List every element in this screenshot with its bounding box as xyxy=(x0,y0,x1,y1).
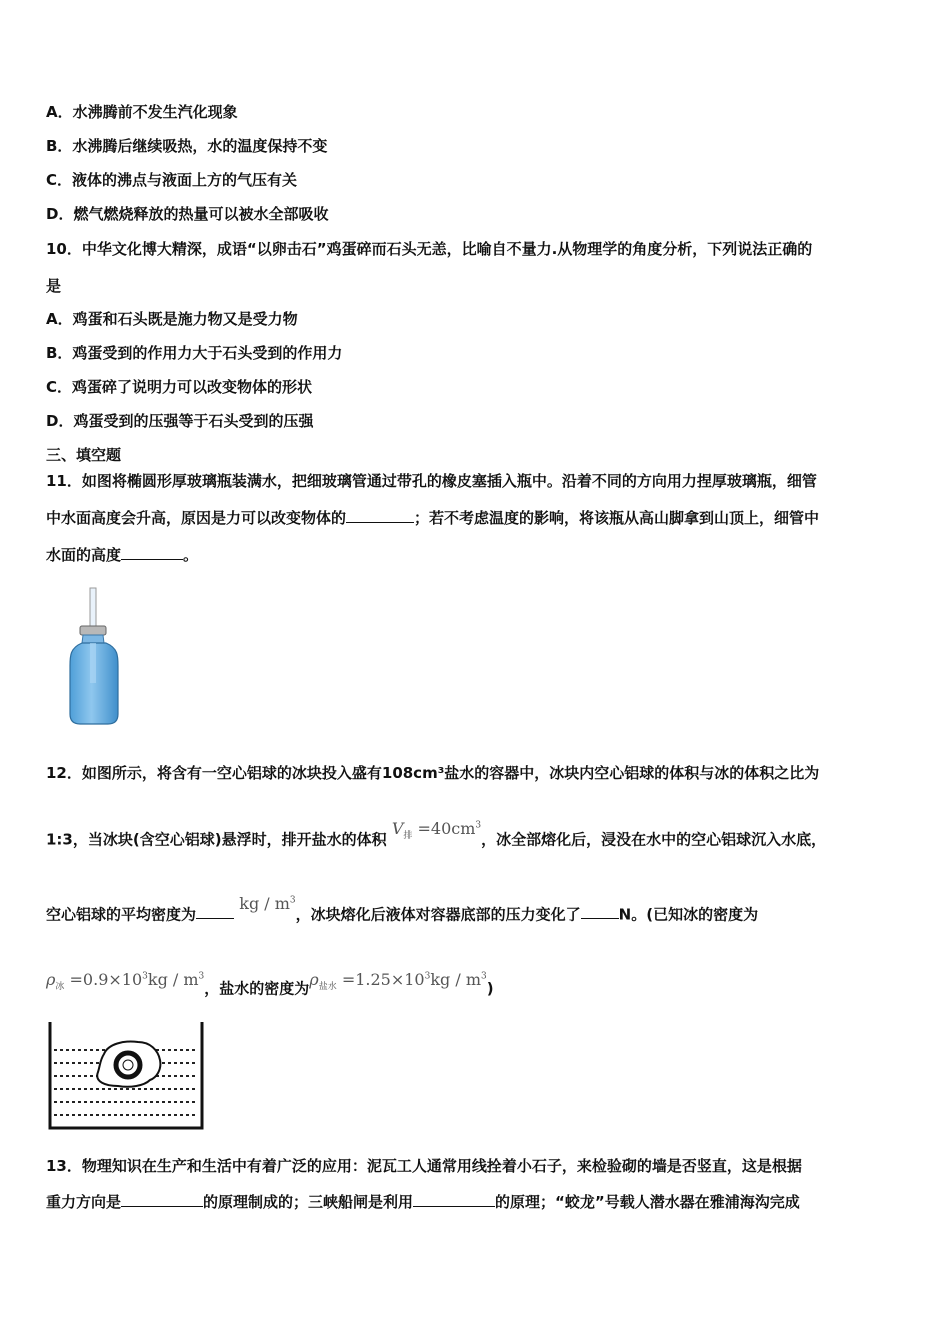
q12-line4 xyxy=(46,970,494,1006)
q13-blank-2[interactable] xyxy=(413,1192,495,1207)
q10-option-a: A．鸡蛋和石头既是施力物又是受力物 xyxy=(46,310,298,328)
q12-density-unit: kg / $m^3$ xyxy=(239,894,296,914)
q10-stem-line1: 10．中华文化博大精深，成语“以卵击石”鸡蛋碎而石头无恙，比喻自不量力.从物理学的角度分析，下列说法正确的 xyxy=(46,240,813,258)
q10-option-b: B．鸡蛋受到的作用力大于石头受到的作用力 xyxy=(46,344,343,362)
q12-line3-text-c: N。(已知冰的密度为 xyxy=(618,905,759,924)
q12-blank-density[interactable] xyxy=(196,904,234,919)
section-heading-fill-in: 三、填空题 xyxy=(46,446,122,464)
q12-line3-text-a: 空心铝球的平均密度为 xyxy=(46,905,197,924)
glass-bottle-figure xyxy=(66,586,122,726)
q9-option-b: B．水沸腾后继续吸热，水的温度保持不变 xyxy=(46,137,328,155)
q12-line1: 12．如图所示，将含有一空心铝球的冰块投入盛有108cm³盐水的容器中，冰块内空心铝球的体积与冰的体积之比为 xyxy=(46,764,820,782)
q9-option-d: D．燃气燃烧释放的热量可以被水全部吸收 xyxy=(46,205,329,223)
q12-ice-density-formula: $\rho_冰 =0.9\times 10^3kg / m^3$ xyxy=(46,970,205,993)
q12-line3 xyxy=(46,894,759,924)
q12-line4-end: ) xyxy=(486,979,494,998)
q11-line2 xyxy=(46,508,819,528)
q13-line2 xyxy=(46,1192,800,1212)
q10-option-c: C．鸡蛋碎了说明力可以改变物体的形状 xyxy=(46,378,313,396)
q10-stem-line2: 是 xyxy=(46,277,62,295)
q12-line3-text-b: ，冰块熔化后液体对容器底部的压力变化了 xyxy=(295,905,581,924)
q12-line4-mid: ，盐水的密度为 xyxy=(204,979,310,998)
q12-volume-formula: $V_排 =40cm^3$ xyxy=(391,819,482,842)
q13-line1: 13．物理知识在生产和生活中有着广泛的应用：泥瓦工人通常用线拴着小石子，来检验砌的墙是否竖直，这是根据 xyxy=(46,1157,802,1175)
q11-line2-text-b: ；若不考虑温度的影响，将该瓶从高山脚拿到山顶上，细管中 xyxy=(414,509,820,527)
q12-line2 xyxy=(46,819,827,857)
q13-line2-text-b: 的原理制成的；三峡船闸是利用 xyxy=(203,1193,414,1211)
q9-option-a: A．水沸腾前不发生汽化现象 xyxy=(46,103,238,121)
q11-blank-2[interactable] xyxy=(121,545,183,560)
q11-line3 xyxy=(46,545,198,565)
q11-line1: 11．如图将椭圆形厚玻璃瓶装满水，把细玻璃管通过带孔的橡皮塞插入瓶中。沿着不同的方向用力捏厚玻璃瓶，细管 xyxy=(46,472,817,490)
q11-blank-1[interactable] xyxy=(346,508,414,523)
q11-line2-text-a: 中水面高度会升高，原因是力可以改变物体的 xyxy=(46,509,347,527)
q11-line3-text-a: 水面的高度 xyxy=(46,546,122,564)
rubber-stopper xyxy=(80,626,106,635)
q13-line2-text-a: 重力方向是 xyxy=(46,1193,122,1211)
q12-line2-text-a: 1:3，当冰块(含空心铝球)悬浮时，排开盐水的体积 xyxy=(46,830,387,849)
q11-line3-text-b: 。 xyxy=(183,546,199,564)
container-ice-figure xyxy=(46,1020,206,1132)
q13-line2-text-c: 的原理；“蛟龙”号载人潜水器在雅浦海沟完成 xyxy=(495,1193,800,1211)
q12-line2-text-b: ，冰全部熔化后，浸没在水中的空心铝球沉入水底， xyxy=(481,830,827,849)
q10-option-d: D．鸡蛋受到的压强等于石头受到的压强 xyxy=(46,412,314,430)
q9-option-c: C．液体的沸点与液面上方的气压有关 xyxy=(46,171,298,189)
q12-salt-density-formula: $\rho_{盐水} =1.25\times 10^3kg / m^3$ xyxy=(309,970,487,993)
q13-blank-1[interactable] xyxy=(121,1192,203,1207)
q12-blank-force[interactable] xyxy=(581,904,619,919)
